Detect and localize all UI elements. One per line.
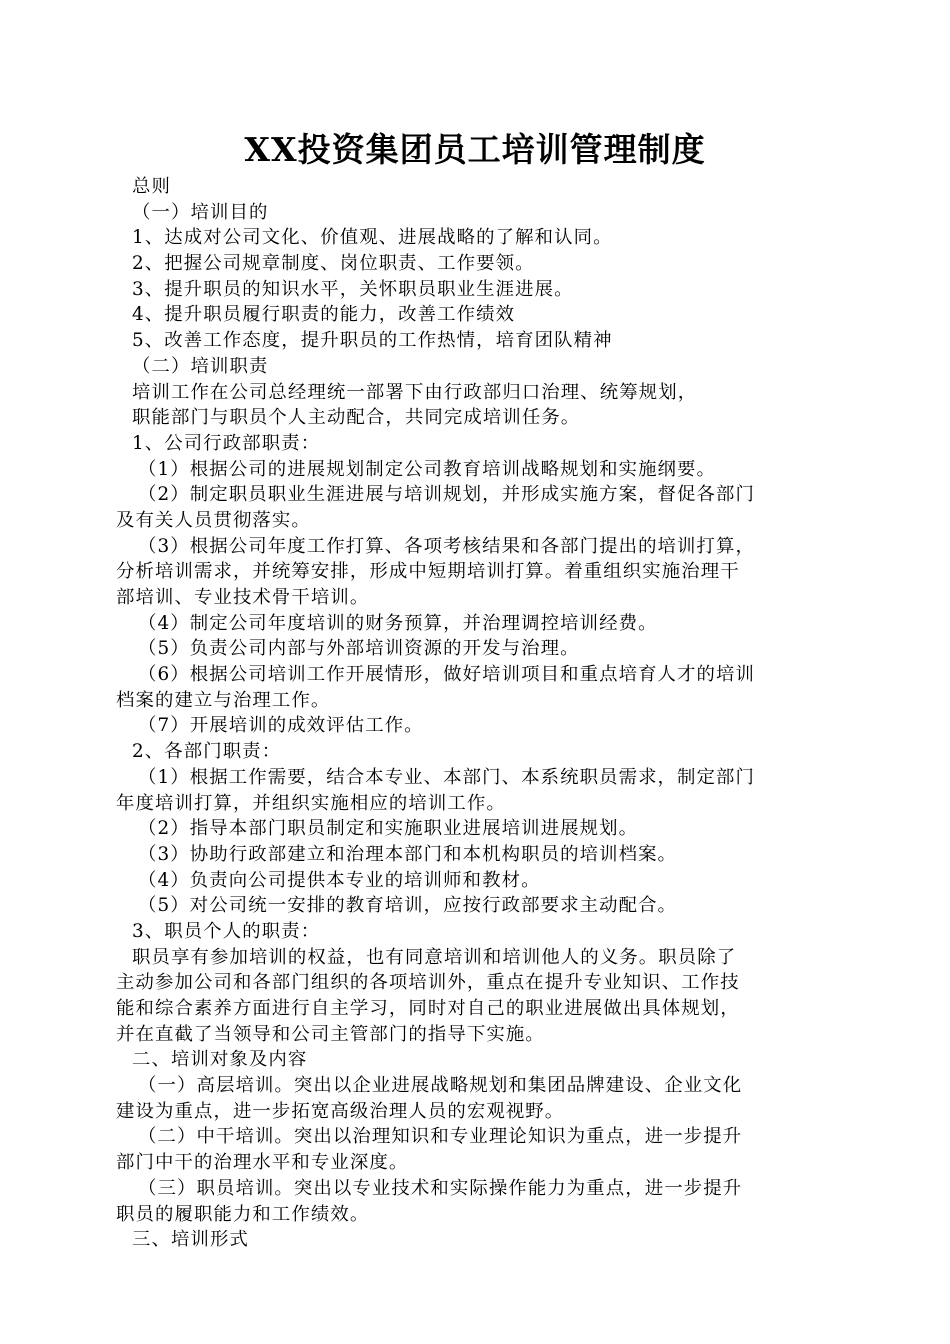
text-line: （3）协助行政部建立和治理本部门和本机构职员的培训档案。 [138, 843, 678, 865]
text-line: （4）制定公司年度培训的财务预算，并治理调控培训经费。 [138, 612, 658, 634]
text-line: （二）培训职责 [132, 355, 269, 377]
text-line: 部门中干的治理水平和专业深度。 [116, 1152, 409, 1174]
text-line: 建设为重点，进一步拓宽高级治理人员的宏观视野。 [116, 1100, 565, 1122]
text-line: （1）根据工作需要，结合本专业、本部门、本系统职员需求，制定部门 [138, 766, 756, 788]
text-line: 4、提升职员履行职责的能力，改善工作绩效 [132, 304, 516, 326]
text-line: 总则 [132, 176, 171, 197]
text-line: 1、公司行政部职责： [132, 432, 321, 454]
text-line: 并在直截了当领导和公司主管部门的指导下实施。 [116, 1023, 545, 1045]
text-line: （6）根据公司培训工作开展情形，做好培训项目和重点培育人才的培训 [138, 664, 756, 686]
text-line: （2）指导本部门职员制定和实施职业进展培训进展规划。 [138, 818, 639, 840]
text-line: 1、达成对公司文化、价值观、进展战略的了解和认同。 [132, 227, 613, 249]
text-line: 2、各部门职责： [132, 741, 282, 763]
text-line: （5）对公司统一安排的教育培训，应按行政部要求主动配合。 [138, 895, 678, 917]
document-title: XX投资集团员工培训管理制度 [244, 130, 706, 169]
text-line: 职员的履职能力和工作绩效。 [116, 1203, 370, 1225]
text-line: 档案的建立与治理工作。 [116, 689, 331, 711]
text-line: 5、改善工作态度，提升职员的工作热情，培育团队精神 [132, 330, 613, 352]
text-line: 3、提升职员的知识水平，关怀职员职业生涯进展。 [132, 278, 574, 300]
text-line: （3）根据公司年度工作打算、各项考核结果和各部门提出的培训打算， [138, 535, 756, 557]
text-line: 职能部门与职员个人主动配合，共同完成培训任务。 [132, 407, 581, 429]
text-line: （一）高层培训。突出以企业进展战略规划和集团品牌建设、企业文化 [138, 1075, 743, 1097]
text-line: 二、培训对象及内容 [132, 1049, 308, 1071]
text-line: 主动参加公司和各部门组织的各项培训外，重点在提升专业知识、工作技 [116, 972, 740, 994]
text-line: 3、职员个人的职责： [132, 920, 321, 942]
text-line: （1）根据公司的进展规划制定公司教育培训战略规划和实施纲要。 [138, 458, 717, 480]
text-line: 部培训、专业技术骨干培训。 [116, 587, 370, 608]
text-line: 培训工作在公司总经理统一部署下由行政部归口治理、统筹规划， [132, 381, 698, 403]
text-line: 及有关人员贯彻落实。 [116, 509, 311, 531]
text-line: 三、培训形式 [132, 1229, 249, 1251]
text-line: （2）制定职员职业生涯进展与培训规划，并形成实施方案，督促各部门 [138, 484, 756, 506]
document-body [116, 174, 836, 1253]
text-line: 年度培训打算，并组织实施相应的培训工作。 [116, 792, 506, 814]
text-line: 分析培训需求，并统筹安排，形成中短期培训打算。着重组织实施治理干 [116, 561, 740, 583]
text-line: （5）负责公司内部与外部培训资源的开发与治理。 [138, 638, 580, 660]
text-line: 职员享有参加培训的权益，也有同意培训和培训他人的义务。职员除了 [132, 946, 737, 968]
text-line: （三）职员培训。突出以专业技术和实际操作能力为重点，进一步提升 [138, 1177, 743, 1199]
text-line: （4）负责向公司提供本专业的培训师和教材。 [138, 869, 541, 891]
text-line: （7）开展培训的成效评估工作。 [138, 715, 424, 737]
text-line: （二）中干培训。突出以治理知识和专业理论知识为重点，进一步提升 [138, 1126, 743, 1148]
text-line: 能和综合素养方面进行自主学习，同时对自己的职业进展做出具体规划， [116, 998, 740, 1019]
text-line: 2、把握公司规章制度、岗位职责、工作要领。 [132, 253, 535, 275]
text-line: （一）培训目的 [132, 201, 269, 223]
